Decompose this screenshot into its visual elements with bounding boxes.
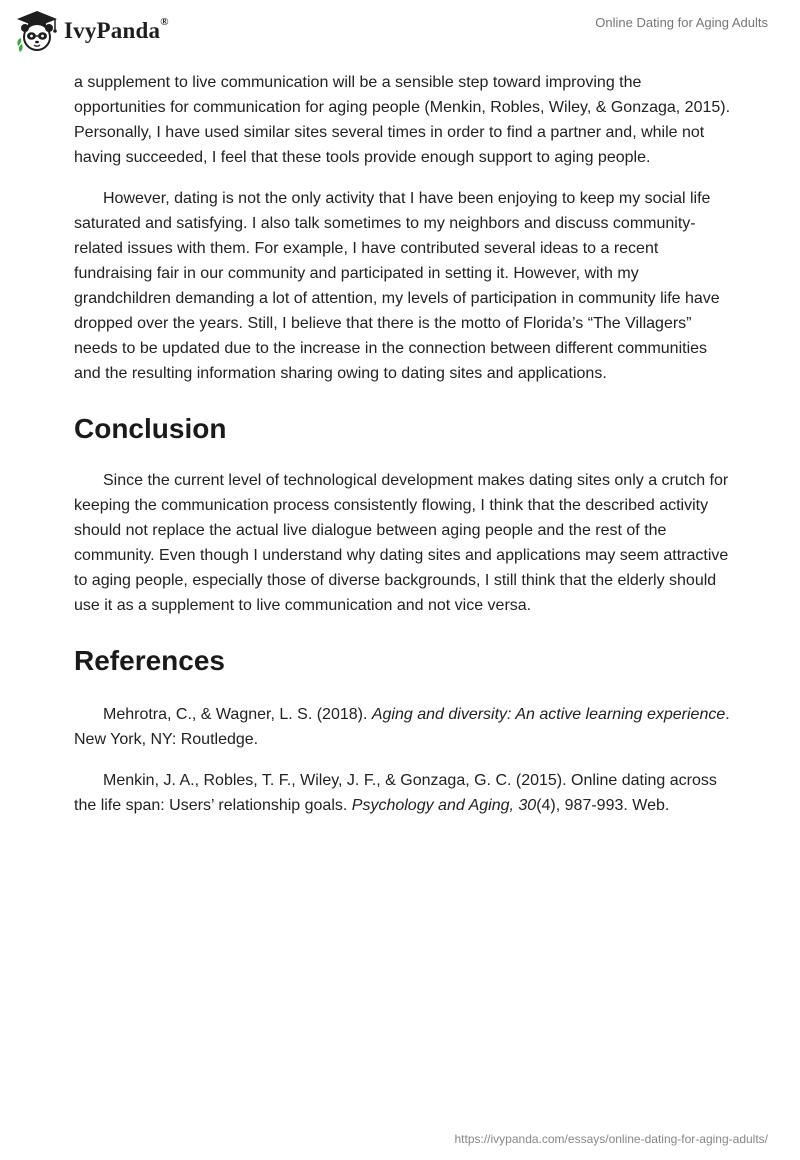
reference-title: Aging and diversity: An active learning experience [371, 706, 726, 723]
essay-body [74, 70, 734, 834]
document-title: Online Dating for Aging Adults [595, 15, 768, 30]
conclusion-paragraph: Since the current level of technological development makes dating sites only a crutch for keeping the communication process consistently flowing, I think that the described activity should not replace the actual live dialogue between aging people and the rest of the community. Even though I understand why dating sites and applications may seem attractive to aging people, especially those of diverse backgrounds, I still think that the elderly should use it as a supplement to live communication and not vice versa. [74, 472, 729, 614]
conclusion-heading: Conclusion [74, 413, 227, 444]
reference-authors: Mehrotra, C., & Wagner, L. S. (2018). [103, 706, 372, 723]
reference-entry [74, 702, 734, 752]
reference-authors: Menkin, J. A., Robles, T. F., Wiley, J. F., & Gonzaga, G. C. (2015). Online dating across the life span: Users’ relationship goals. [74, 772, 717, 814]
reference-publisher: . New York, NY: Routledge. [74, 706, 730, 748]
reference-entry [74, 768, 734, 818]
reference-journal: Psychology and Aging, 30 [351, 797, 537, 814]
brand-name: IvyPanda® [64, 16, 169, 43]
body-paragraph: However, dating is not the only activity that I have been enjoying to keep my social life saturated and satisfying. I also talk sometimes to my neighbors and discuss community-related issues with them. For example, I have contributed several ideas to a recent fundraising fair in our community and participated in setting it. However, with my grandchildren demanding a lot of attention, my levels of participation in community life have dropped over the years. Still, I believe that there is the motto of Florida’s “The Villagers” needs to be updated due to the increase in the connection between different communities and the resulting information sharing owing to dating sites and applications. [74, 190, 720, 382]
panda-graduate-icon [14, 8, 60, 54]
body-paragraph: a supplement to live communication will be a sensible step toward improving the opportunities for communication for aging people (Menkin, Robles, Wiley, & Gonzaga, 2015). Personally, I have used similar sites several times in order to find a partner and, while not having succeeded, I feel that these tools provide enough support to aging people. [74, 74, 731, 166]
brand-logo[interactable] [14, 8, 169, 54]
references-heading: References [74, 645, 225, 676]
registered-mark: ® [160, 16, 169, 28]
reference-issue: (4), 987-993. Web. [536, 797, 670, 814]
page-header [0, 0, 800, 64]
source-url[interactable]: https://ivypanda.com/essays/online-dating-for-aging-adults/ [454, 1132, 768, 1146]
